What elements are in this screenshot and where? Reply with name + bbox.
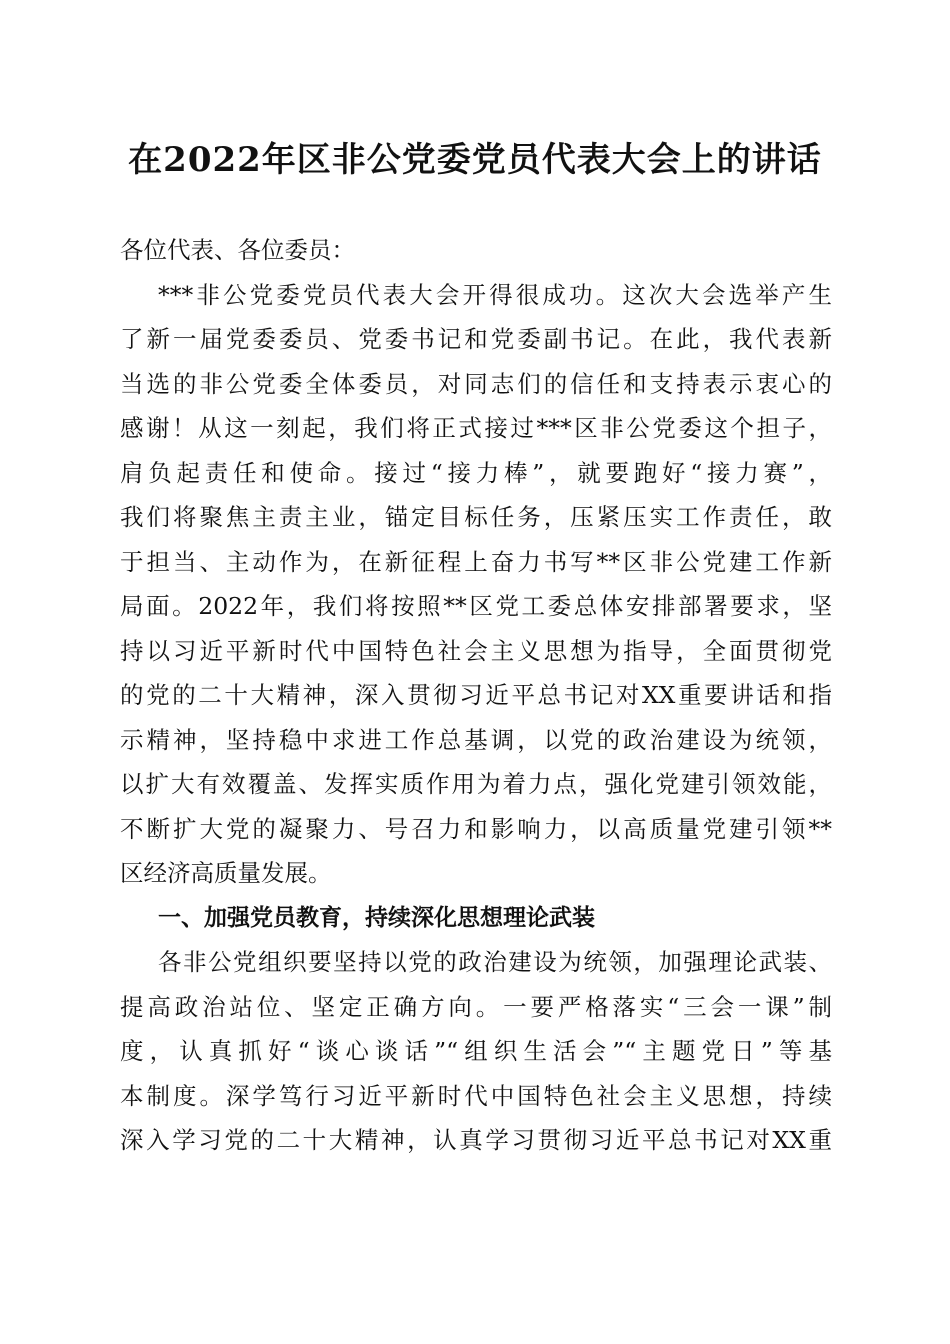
paragraph-line: 感谢！从这一刻起，我们将正式接过***区非公党委这个担子， [120,414,832,442]
paragraph-line: 以扩大有效覆盖、发挥实质作用为着力点，强化党建引领效能， [120,770,832,798]
paragraph-line: 本制度。深学笃行习近平新时代中国特色社会主义思想，持续 [120,1081,832,1110]
paragraph-line: 提高政治站位、坚定正确方向。一要严格落实“三会一课”制 [120,992,832,1021]
paragraph-line: ***非公党委党员代表大会开得很成功。这次大会选举产生 [158,280,832,309]
salutation: 各位代表、各位委员： [120,236,355,264]
paragraph-line: 度，认真抓好“谈心谈话”“组织生活会”“主题党日”等基 [120,1037,832,1065]
paragraph-line: 我们将聚焦主责主业，锚定目标任务，压紧压实工作责任，敢 [120,503,832,531]
paragraph-line: 各非公党组织要坚持以党的政治建设为统领，加强理论武装、 [158,948,832,976]
paragraph-line: 肩负起责任和使命。接过“接力棒”，就要跑好“接力赛”， [120,458,832,487]
section-heading: 一、加强党员教育，持续深化思想理论武装 [158,904,595,931]
paragraph-line: 的党的二十大精神，深入贯彻习近平总书记对XX重要讲话和指 [120,681,832,709]
paragraph-section1 [120,940,832,1163]
paragraph-line: 不断扩大党的凝聚力、号召力和影响力，以高质量党建引领** [120,814,832,843]
paragraph-line: 深入学习党的二十大精神，认真学习贯彻习近平总书记对XX重 [120,1126,832,1154]
paragraph-line: 局面。2022年，我们将按照**区党工委总体安排部署要求，坚 [120,592,832,620]
paragraph-intro [120,273,832,896]
paragraph-line: 区经济高质量发展。 [120,859,332,887]
document-title: 在2022年区非公党委党员代表大会上的讲话 [128,140,822,180]
paragraph-line: 示精神，坚持稳中求进工作总基调，以党的政治建设为统领， [120,725,832,754]
paragraph-line: 持以习近平新时代中国特色社会主义思想为指导，全面贯彻党 [120,636,832,665]
paragraph-line: 当选的非公党委全体委员，对同志们的信任和支持表示衷心的 [120,369,832,398]
document-body [120,228,832,1163]
paragraph-line: 了新一届党委委员、党委书记和党委副书记。在此，我代表新 [120,325,832,353]
paragraph-line: 于担当、主动作为，在新征程上奋力书写**区非公党建工作新 [120,547,832,576]
